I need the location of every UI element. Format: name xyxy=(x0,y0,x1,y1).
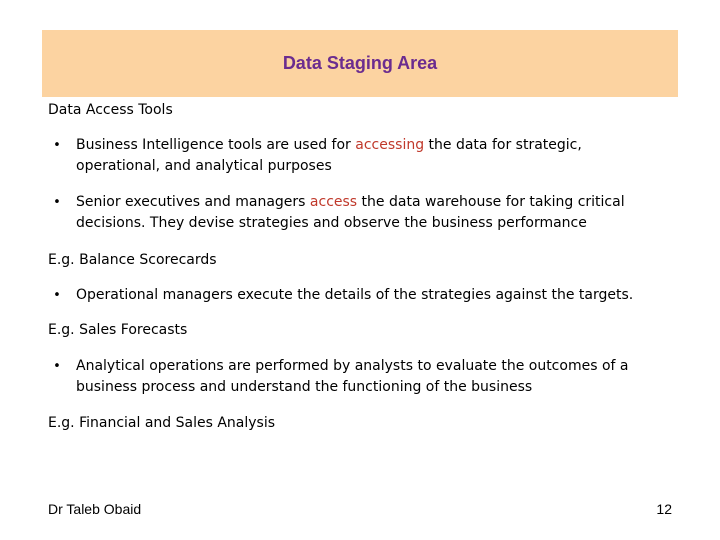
bullet-icon: • xyxy=(53,288,61,303)
bullet-icon: • xyxy=(53,195,61,210)
highlighted-term: accessing xyxy=(355,137,425,153)
example-label: E.g. Financial and Sales Analysis xyxy=(48,415,276,431)
footer-author: Dr Taleb Obaid xyxy=(48,501,142,517)
section-heading: Data Access Tools xyxy=(48,102,173,118)
page-number: 12 xyxy=(656,501,672,517)
title-banner xyxy=(42,30,678,97)
bullet-text: Senior executives and managers access the data warehouse for taking critical decisions. They devise strategies and observe the business performance xyxy=(76,194,625,231)
bullet-text: Business Intelligence tools are used for accessing the data for strategic, operational, and analytical purposes xyxy=(76,137,582,174)
bullet-icon: • xyxy=(53,138,61,153)
bullet-text: Analytical operations are performed by analysts to evaluate the outcomes of a business process and understand the functioning of the business xyxy=(76,358,629,395)
example-label: E.g. Balance Scorecards xyxy=(48,252,217,268)
bullet-text: Operational managers execute the details of the strategies against the targets. xyxy=(76,287,634,303)
slide-title: Data Staging Area xyxy=(282,53,438,73)
example-label: E.g. Sales Forecasts xyxy=(48,322,188,338)
bullet-icon: • xyxy=(53,359,61,374)
highlighted-term: access xyxy=(309,194,358,210)
